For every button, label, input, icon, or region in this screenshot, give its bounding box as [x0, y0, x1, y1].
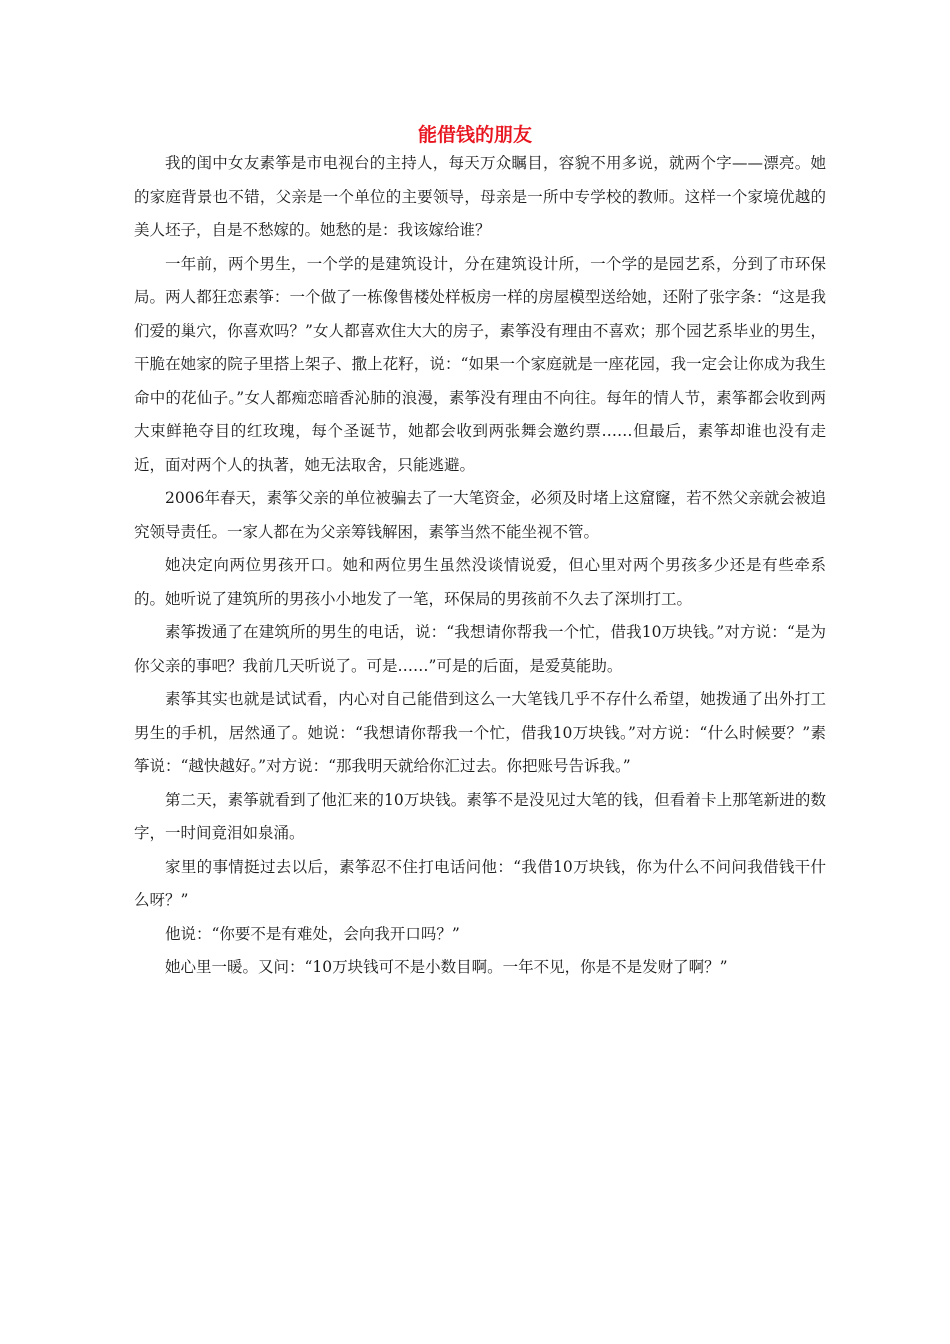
paragraph: 素筝其实也就是试试看，内心对自己能借到这么一大笔钱几乎不存什么希望，她拨通了出外打工男生的手机，居然通了。她说：“我想请你帮我一个忙，借我10万块钱。”对方说：“什么时候要？”素筝说：“越快越好。”对方说：“那我明天就给你汇过去。你把账号告诉我。” — [134, 690, 826, 775]
article-body — [134, 147, 826, 985]
paragraph: 他说：“你要不是有难处，会向我开口吗？” — [165, 924, 460, 943]
paragraph: 她决定向两位男孩开口。她和两位男生虽然没谈情说爱，但心里对两个男孩多少还是有些牵系的。她听说了建筑所的男孩小小地发了一笔，环保局的男孩前不久去了深圳打工。 — [134, 556, 826, 608]
paragraph: 家里的事情挺过去以后，素筝忍不住打电话问他：“我借10万块钱，你为什么不问问我借钱干什么呀？” — [134, 857, 826, 909]
paragraph: 2006年春天，素筝父亲的单位被骗去了一大笔资金，必须及时堵上这窟窿，若不然父亲就会被追究领导责任。一家人都在为父亲筹钱解困，素筝当然不能坐视不管。 — [134, 489, 826, 541]
paragraph: 她心里一暖。又问：“10万块钱可不是小数目啊。一年不见，你是不是发财了啊？” — [165, 958, 728, 976]
paragraph: 一年前，两个男生，一个学的是建筑设计，分在建筑设计所，一个学的是园艺系，分到了市环保局。两人都狂恋素筝：一个做了一栋像售楼处样板房一样的房屋模型送给她，还附了张字条：“这是我们爱的巢穴，你喜欢吗？”女人都喜欢住大大的房子，素筝没有理由不喜欢；那个园艺系毕业的男生，干脆在她家的院子里搭上架子、撒上花籽，说：“如果一个家庭就是一座花园，我一定会让你成为我生命中的花仙子。”女人都痴恋暗香沁肺的浪漫，素筝没有理由不向往。每年的情人节，素筝都会收到两大束鲜艳夺目的红玫瑰，每个圣诞节，她都会收到两张舞会邀约票……但最后，素筝却谁也没有走近，面对两个人的执著，她无法取舍，只能逃避。 — [134, 254, 826, 474]
article-title: 能借钱的朋友 — [417, 124, 532, 146]
paragraph: 第二天，素筝就看到了他汇来的10万块钱。素筝不是没见过大笔的钱，但看着卡上那笔新进的数字，一时间竟泪如泉涌。 — [134, 790, 826, 842]
paragraph: 我的闺中女友素筝是市电视台的主持人，每天万众瞩目，容貌不用多说，就两个字——漂亮。她的家庭背景也不错，父亲是一个单位的主要领导，母亲是一所中专学校的教师。这样一个家境优越的美人坯子，自是不愁嫁的。她愁的是：我该嫁给谁？ — [134, 154, 826, 239]
paragraph: 素筝拨通了在建筑所的男生的电话，说：“我想请你帮我一个忙，借我10万块钱。”对方说：“是为你父亲的事吧？我前几天听说了。可是……”可是的后面，是爱莫能助。 — [134, 623, 826, 675]
